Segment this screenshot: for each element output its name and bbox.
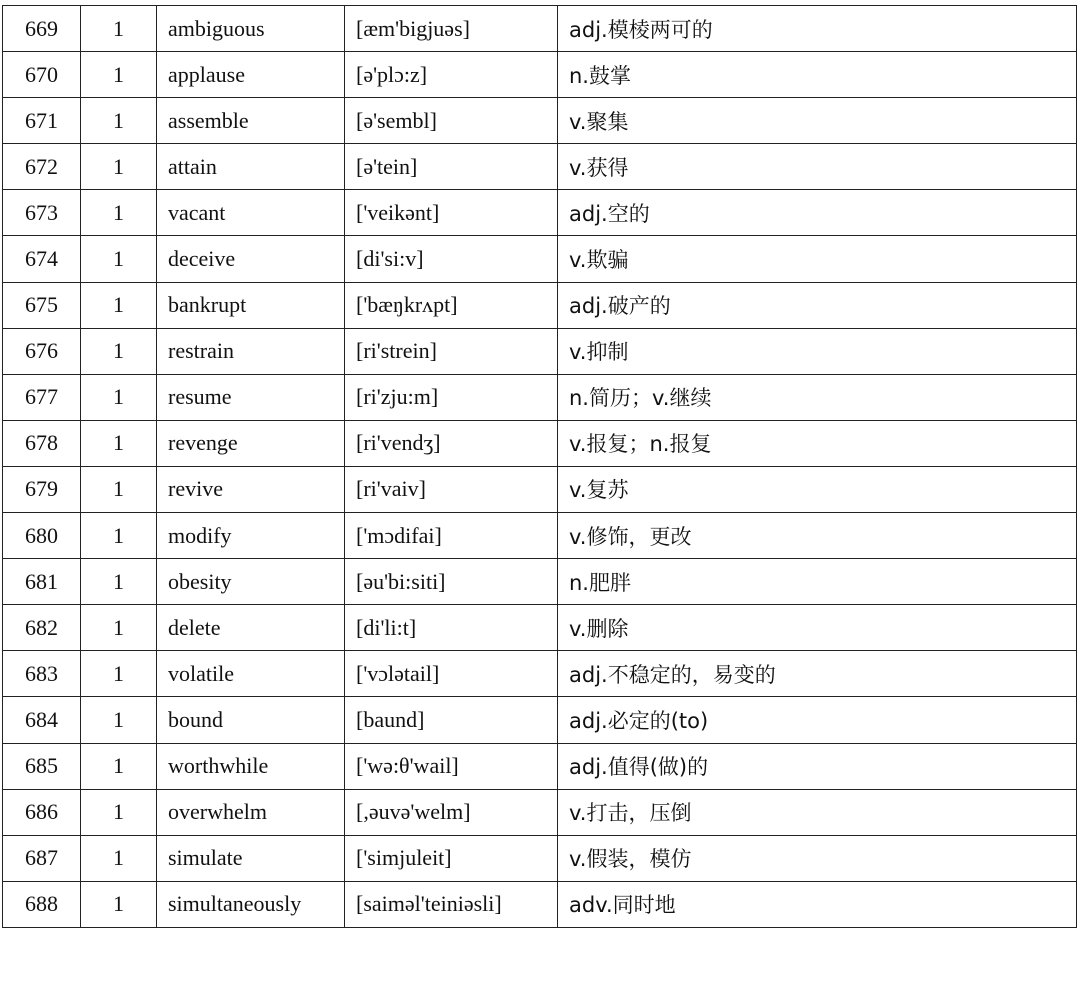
entry-word: applause <box>157 52 345 98</box>
table-row <box>3 651 1077 697</box>
entry-phonetic: ['bæŋkrʌpt] <box>345 282 558 328</box>
entry-word: revive <box>157 466 345 512</box>
entry-number: 674 <box>3 236 81 282</box>
entry-word: obesity <box>157 559 345 605</box>
entry-phonetic: [ri'zju:m] <box>345 374 558 420</box>
table-row <box>3 144 1077 190</box>
entry-number: 681 <box>3 559 81 605</box>
table-row <box>3 559 1077 605</box>
table-row <box>3 374 1077 420</box>
entry-definition: n.简历；v.继续 <box>558 374 1077 420</box>
entry-number: 680 <box>3 513 81 559</box>
entry-count: 1 <box>81 789 157 835</box>
entry-definition: adj.破产的 <box>558 282 1077 328</box>
entry-phonetic: ['wə:θ'wail] <box>345 743 558 789</box>
entry-definition: v.假装，模仿 <box>558 835 1077 881</box>
entry-phonetic: ['veikənt] <box>345 190 558 236</box>
table-row <box>3 52 1077 98</box>
entry-phonetic: [,əuvə'welm] <box>345 789 558 835</box>
entry-count: 1 <box>81 743 157 789</box>
table-row <box>3 420 1077 466</box>
entry-phonetic: [ri'strein] <box>345 328 558 374</box>
table-row <box>3 466 1077 512</box>
entry-phonetic: [ə'sembl] <box>345 98 558 144</box>
entry-word: bankrupt <box>157 282 345 328</box>
table-row <box>3 6 1077 52</box>
entry-definition: v.复苏 <box>558 466 1077 512</box>
entry-definition: adj.必定的(to) <box>558 697 1077 743</box>
entry-definition: v.修饰，更改 <box>558 513 1077 559</box>
entry-word: overwhelm <box>157 789 345 835</box>
table-row <box>3 789 1077 835</box>
entry-number: 686 <box>3 789 81 835</box>
entry-definition: v.删除 <box>558 605 1077 651</box>
entry-phonetic: [əu'bi:siti] <box>345 559 558 605</box>
entry-word: ambiguous <box>157 6 345 52</box>
entry-number: 676 <box>3 328 81 374</box>
entry-count: 1 <box>81 52 157 98</box>
entry-definition: v.抑制 <box>558 328 1077 374</box>
entry-phonetic: [di'li:t] <box>345 605 558 651</box>
entry-word: vacant <box>157 190 345 236</box>
entry-word: simultaneously <box>157 881 345 927</box>
table-row <box>3 513 1077 559</box>
entry-phonetic: ['mɔdifai] <box>345 513 558 559</box>
table-row <box>3 881 1077 927</box>
entry-phonetic: [ə'tein] <box>345 144 558 190</box>
entry-count: 1 <box>81 697 157 743</box>
entry-word: modify <box>157 513 345 559</box>
entry-phonetic: ['simjuleit] <box>345 835 558 881</box>
entry-phonetic: [ri'vendʒ] <box>345 420 558 466</box>
entry-definition: adj.模棱两可的 <box>558 6 1077 52</box>
entry-number: 672 <box>3 144 81 190</box>
entry-word: deceive <box>157 236 345 282</box>
entry-number: 678 <box>3 420 81 466</box>
entry-count: 1 <box>81 881 157 927</box>
vocabulary-table-body <box>3 6 1077 928</box>
entry-count: 1 <box>81 374 157 420</box>
entry-count: 1 <box>81 559 157 605</box>
entry-word: simulate <box>157 835 345 881</box>
entry-word: revenge <box>157 420 345 466</box>
entry-definition: v.获得 <box>558 144 1077 190</box>
table-row <box>3 835 1077 881</box>
table-row <box>3 697 1077 743</box>
entry-number: 684 <box>3 697 81 743</box>
entry-word: bound <box>157 697 345 743</box>
entry-number: 688 <box>3 881 81 927</box>
entry-count: 1 <box>81 328 157 374</box>
entry-definition: v.报复；n.报复 <box>558 420 1077 466</box>
entry-number: 683 <box>3 651 81 697</box>
entry-count: 1 <box>81 513 157 559</box>
entry-phonetic: [æm'bigjuəs] <box>345 6 558 52</box>
table-row <box>3 282 1077 328</box>
entry-definition: v.打击，压倒 <box>558 789 1077 835</box>
table-row <box>3 743 1077 789</box>
entry-number: 670 <box>3 52 81 98</box>
entry-count: 1 <box>81 466 157 512</box>
entry-phonetic: ['vɔlətail] <box>345 651 558 697</box>
entry-definition: n.鼓掌 <box>558 52 1077 98</box>
entry-count: 1 <box>81 282 157 328</box>
entry-count: 1 <box>81 236 157 282</box>
table-row <box>3 190 1077 236</box>
entry-definition: v.聚集 <box>558 98 1077 144</box>
entry-phonetic: [saiməl'teiniəsli] <box>345 881 558 927</box>
entry-count: 1 <box>81 651 157 697</box>
entry-definition: adj.空的 <box>558 190 1077 236</box>
entry-word: restrain <box>157 328 345 374</box>
entry-count: 1 <box>81 98 157 144</box>
entry-number: 673 <box>3 190 81 236</box>
entry-phonetic: [ri'vaiv] <box>345 466 558 512</box>
entry-definition: adj.值得(做)的 <box>558 743 1077 789</box>
entry-number: 679 <box>3 466 81 512</box>
entry-number: 685 <box>3 743 81 789</box>
entry-word: resume <box>157 374 345 420</box>
entry-word: attain <box>157 144 345 190</box>
entry-definition: adv.同时地 <box>558 881 1077 927</box>
table-row <box>3 236 1077 282</box>
entry-number: 671 <box>3 98 81 144</box>
entry-count: 1 <box>81 144 157 190</box>
entry-definition: n.肥胖 <box>558 559 1077 605</box>
table-row <box>3 605 1077 651</box>
entry-number: 677 <box>3 374 81 420</box>
entry-count: 1 <box>81 605 157 651</box>
entry-count: 1 <box>81 6 157 52</box>
entry-phonetic: [baund] <box>345 697 558 743</box>
table-row <box>3 328 1077 374</box>
entry-phonetic: [ə'plɔ:z] <box>345 52 558 98</box>
entry-word: delete <box>157 605 345 651</box>
entry-count: 1 <box>81 420 157 466</box>
entry-number: 675 <box>3 282 81 328</box>
entry-word: worthwhile <box>157 743 345 789</box>
entry-number: 682 <box>3 605 81 651</box>
vocabulary-table <box>2 5 1077 928</box>
entry-number: 669 <box>3 6 81 52</box>
entry-definition: adj.不稳定的，易变的 <box>558 651 1077 697</box>
entry-number: 687 <box>3 835 81 881</box>
entry-definition: v.欺骗 <box>558 236 1077 282</box>
entry-word: volatile <box>157 651 345 697</box>
entry-phonetic: [di'si:v] <box>345 236 558 282</box>
entry-count: 1 <box>81 190 157 236</box>
entry-count: 1 <box>81 835 157 881</box>
entry-word: assemble <box>157 98 345 144</box>
table-row <box>3 98 1077 144</box>
